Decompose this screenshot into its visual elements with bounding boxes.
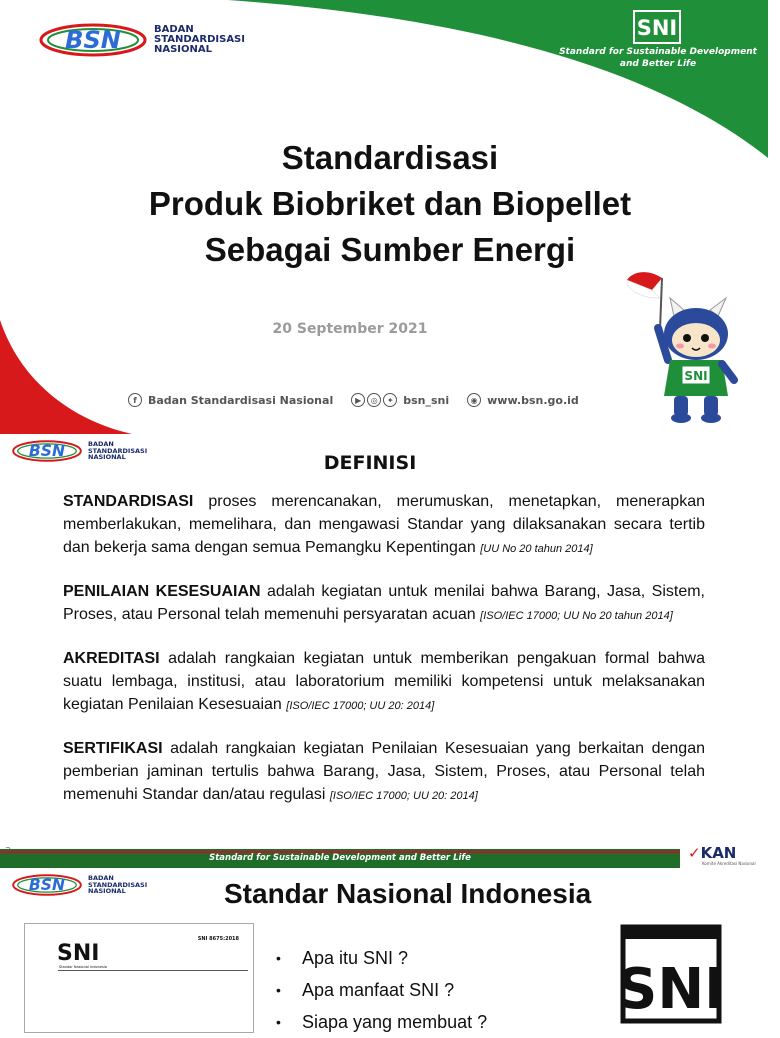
bullet-icon: • <box>276 1014 281 1030</box>
sni-document-thumbnail <box>24 923 254 1033</box>
facebook-icon: f <box>128 393 142 407</box>
slide-sni <box>0 868 768 1032</box>
org-name-line1: BADAN <box>154 24 194 35</box>
facebook-label: Badan Standardisasi Nasional <box>148 393 334 407</box>
org-name <box>154 25 245 55</box>
title-line3: Sebagai Sumber Energi <box>204 231 576 268</box>
definition-text: proses merencanakan, merumuskan, menetapkan, menerapkan memberlakukan, memelihara, dan mengawasi Standar yang dilaksanakan secara tertib dan bekerja sama dengan semua Pemangku Kepentingan <box>63 493 705 556</box>
bullet-icon: • <box>276 950 281 966</box>
bsn-emblem-icon <box>38 20 148 60</box>
handles-label: bsn_sni <box>403 393 450 407</box>
kan-subtitle: Komite Akreditasi Nasional <box>702 861 756 866</box>
kan-logo <box>688 844 736 862</box>
definition-reference: [UU No 20 tahun 2014] <box>480 543 593 555</box>
bsn-logo-text: BSN <box>28 876 66 895</box>
doc-subtitle: Standar Nasional Indonesia <box>59 965 107 969</box>
definition-text: adalah rangkaian kegiatan Penilaian Kesesuaian yang berkaitan dengan pemberian jaminan tertulis bahwa Barang, Jasa, Sistem, Proses, atau Personal telah memenuhi Standar dan/atau regulasi <box>63 740 705 803</box>
definition-term: SERTIFIKASI <box>63 740 163 757</box>
list-item <box>276 942 487 974</box>
definition-term: AKREDITASI <box>63 650 160 667</box>
slide-definitions <box>0 434 768 868</box>
definition-item <box>63 647 705 718</box>
definition-reference: [ISO/IEC 17000; UU 20: 2014] <box>329 790 478 802</box>
definition-text: adalah kegiatan untuk menilai bahwa Barang, Jasa, Sistem, Proses, atau Personal telah memenuhi persyaratan acuan <box>63 583 705 623</box>
definition-term: STANDARDISASI <box>63 493 194 510</box>
website-link[interactable] <box>467 393 579 407</box>
bsn-logo-text: BSN <box>65 26 121 54</box>
definition-reference: [ISO/IEC 17000; UU 20: 2014] <box>286 700 435 712</box>
sni-doc-mark <box>57 938 100 966</box>
footer-tagline: Standard for Sustainable Development and Better Life <box>209 853 471 863</box>
org-name-line2: STANDARDISASI <box>154 34 245 45</box>
youtube-icon: ▶ <box>351 393 365 407</box>
definition-reference: [ISO/IEC 17000; UU No 20 tahun 2014] <box>480 610 673 622</box>
list-item <box>276 974 487 1006</box>
kan-check-icon: ✓ <box>688 844 701 862</box>
bullet-icon: • <box>276 982 281 998</box>
mascot-badge: SNI <box>684 369 708 383</box>
facebook-link[interactable] <box>128 393 333 407</box>
bullet-text: Siapa yang membuat ? <box>302 1011 488 1032</box>
definition-item <box>63 580 705 628</box>
bsn-emblem-icon <box>10 872 84 898</box>
twitter-icon: ✦ <box>383 393 397 407</box>
org-name-line3: NASIONAL <box>88 453 126 462</box>
org-name-line2: STANDARDISASI <box>88 446 148 455</box>
bsn-logo <box>38 20 245 60</box>
org-name-line3: NASIONAL <box>88 887 126 896</box>
red-swoosh-decoration <box>0 300 140 434</box>
bullet-text: Apa itu SNI ? <box>302 947 409 968</box>
sni-mascot-image <box>622 268 746 428</box>
sni-question-list <box>276 942 487 1038</box>
presentation-date: 20 September 2021 <box>272 321 428 337</box>
list-item <box>276 1006 487 1038</box>
bullet-text: Apa manfaat SNI ? <box>302 979 455 1000</box>
tagline-line2: and Better Life <box>619 59 697 69</box>
sni-logo-large <box>616 924 726 1024</box>
org-name-line1: BADAN <box>88 440 114 449</box>
definitions-list <box>63 490 705 827</box>
definition-item <box>63 737 705 808</box>
title-line1: Standardisasi <box>281 139 499 176</box>
doc-mark-text: SNI <box>57 941 100 966</box>
title-line2: Produk Biobriket dan Biopellet <box>148 185 632 222</box>
org-name-line2: STANDARDISASI <box>88 880 148 889</box>
sni-mark-top: SNI <box>636 16 678 40</box>
tagline-line1: Standard for Sustainable Development <box>559 47 757 57</box>
sni-tagline <box>548 46 768 70</box>
definition-item <box>63 490 705 561</box>
website-label: www.bsn.go.id <box>487 393 579 407</box>
sni-slide-title: Standar Nasional Indonesia <box>224 878 592 909</box>
sni-logo-top <box>633 10 681 44</box>
org-name-small <box>88 875 147 895</box>
doc-rule <box>58 970 248 971</box>
definition-text: adalah rangkaian kegiatan untuk memberikan pengakuan formal bahwa suatu lembaga, institusi, atau laboratorium memiliki kompetensi untuk melaksanakan kegiatan Penilaian Kesesuaian <box>63 650 705 713</box>
org-name-line3: NASIONAL <box>154 44 213 55</box>
social-handles-link[interactable] <box>351 393 449 407</box>
bsn-logo-text: BSN <box>28 442 66 461</box>
org-name-line1: BADAN <box>88 874 114 883</box>
doc-number: SNI 8675:2018 <box>197 936 239 942</box>
presentation-title <box>0 135 780 273</box>
globe-icon: ◉ <box>467 393 481 407</box>
kan-logo-text: KAN <box>700 844 737 862</box>
bsn-logo-small <box>10 872 147 898</box>
sni-mark-large: SNI <box>616 957 726 1022</box>
definitions-heading: DEFINISI <box>323 452 417 474</box>
footer-band <box>0 849 768 868</box>
slide-title <box>0 0 768 434</box>
social-bar <box>128 393 597 407</box>
definition-term: PENILAIAN KESESUAIAN <box>63 583 261 600</box>
instagram-icon: ◎ <box>367 393 381 407</box>
